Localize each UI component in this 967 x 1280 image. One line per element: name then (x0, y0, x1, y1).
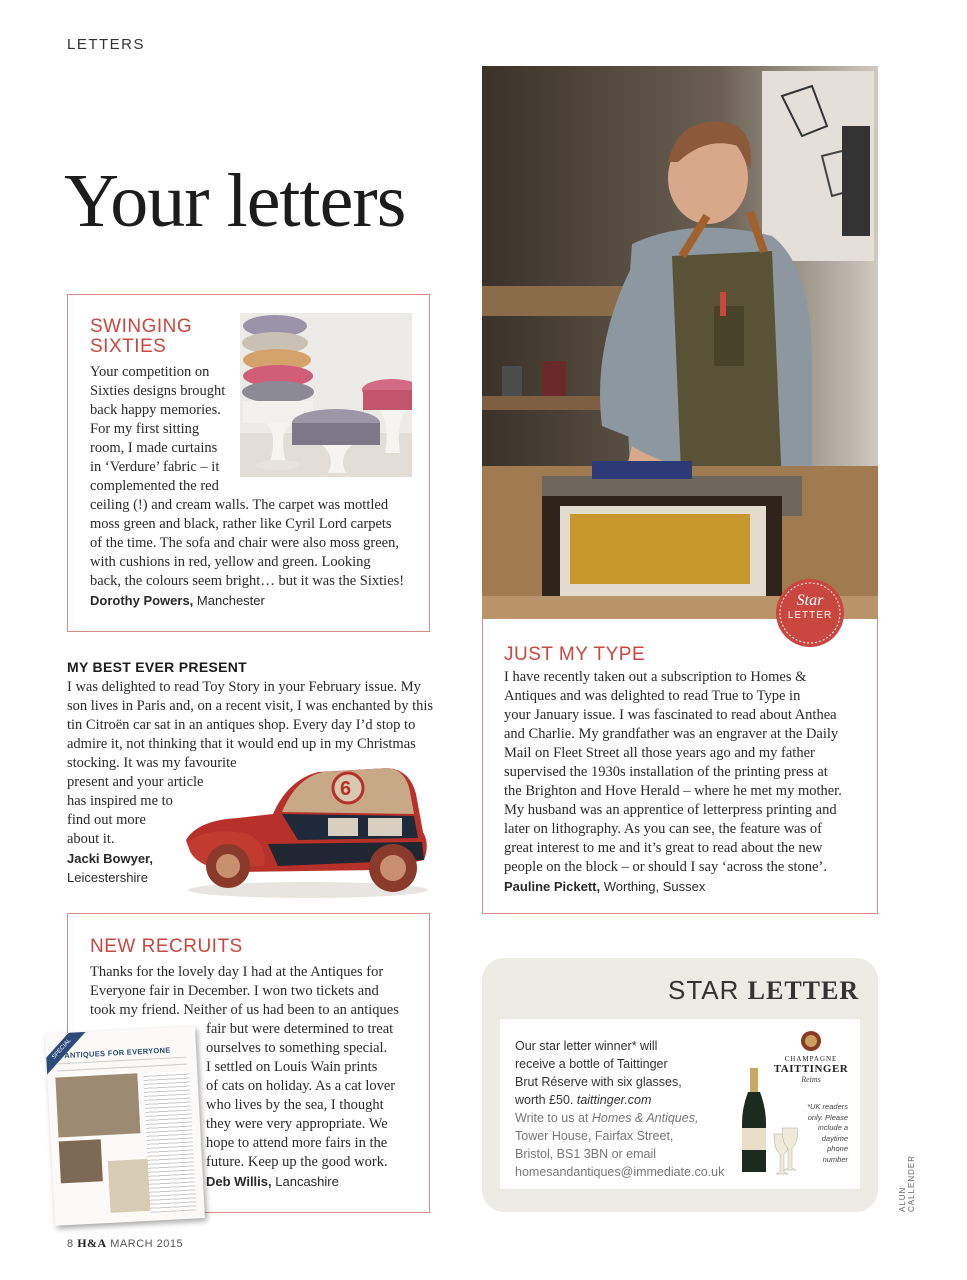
prize-text: Our star letter winner* will receive a bottle of Taittinger Brut Réserve with six glasses, worth £50. taittinger.com Write to us at Homes & Antiques, Tower House, Fairfax Street, Bristol, BS1 3BN or email homesandantiques@immediate.co.uk (515, 1037, 745, 1181)
star-letter-title: STAR LETTER (668, 975, 860, 1005)
website-link[interactable]: taittinger.com (576, 1093, 652, 1107)
email-link[interactable]: homesandantiques@immediate.co.uk (515, 1165, 725, 1179)
magazine-title: ANTIQUES FOR EVERYONE (63, 1045, 171, 1061)
letter-signature: Pauline Pickett, Worthing, Sussex (504, 879, 706, 894)
champagne-bottle-icon (736, 1068, 798, 1178)
letter-signature: Deb Willis, Lancashire (206, 1174, 339, 1189)
letter-heading: MY BEST EVER PRESENT (67, 659, 248, 675)
page-footer (67, 1236, 183, 1251)
letter-heading: NEW RECRUITS (90, 936, 243, 957)
champagne-bottle-photo (736, 1068, 798, 1178)
badge-label-letter: LETTER (787, 610, 833, 621)
letter-body: I was delighted to read Toy Story in your February issue. My son lives in Paris and, on a recent visit, I was enchanted by this tin Citroën car sat in an antiques shop. Every day I’d stop to admire it, not thinking that it would end up in my Christmas stocking. It was my favourite present and your article has inspired me to find out more about it. Jacki Bowyer, Leicestershire (67, 678, 437, 887)
printer-photo (482, 66, 878, 619)
letter-signature: Dorothy Powers, Manchester (90, 593, 265, 608)
letter-signature: Jacki Bowyer, Leicestershire (67, 851, 153, 885)
letter-heading: SWINGING SIXTIES (90, 316, 193, 357)
page-title: Your letters (64, 159, 406, 243)
footer-brand: H&A (77, 1236, 107, 1250)
magazine-photo (108, 1159, 151, 1213)
magazine-photo (55, 1073, 140, 1137)
letter-body: Your competition on Sixties designs brought back happy memories. For my first sitting room, I made curtains in ‘Verdure’ fabric – it complemented the red ceiling (!) and cream walls. The carpet was mottled moss green and black, rather like Cyril Lord carpets of the time. The sofa and chair were also moss green, with cushions in red, yellow and green. Looking back, the colours seem bright… but it was the Sixties! Dorothy Powers, Manchester (90, 363, 420, 610)
magazine-column (143, 1071, 196, 1213)
toy-car-photo (178, 762, 440, 902)
magazine-clipping (45, 1026, 205, 1226)
magazine-photo (59, 1139, 103, 1183)
crest-icon (800, 1030, 822, 1052)
badge-label-star: Star (796, 592, 824, 609)
toy-car-illustration (178, 762, 440, 902)
printer-illustration (482, 66, 878, 619)
magazine-badge: SPECIAL (45, 1026, 86, 1075)
star-letter-badge (775, 578, 845, 648)
svg-text:6: 6 (340, 778, 352, 800)
photo-credit: ALUN CALLENDER (898, 1154, 916, 1212)
page-number: 8 (67, 1238, 74, 1250)
section-label: LETTERS (67, 36, 146, 53)
letter-heading: JUST MY TYPE (504, 644, 646, 665)
footer-issue: MARCH 2015 (110, 1238, 184, 1250)
letter-body: I have recently taken out a subscription to Homes & Antiques and was delighted to read True to Type in your January issue. I was fascinated to read about Anthea and Charlie. My grandfather was an engraver at the Daily Mail on Fleet Street all those years ago and my father supervised the 1930s installation of the printing press at the Brighton and Hove Herald – where he met my mother. My husband was an apprentice of letterpress printing and later on lithography. As you can see, the feature was of great interest to me and it’s great to read about the new people on the block – or should I say ‘across the stone’. Pauline Pickett, Worthing, Sussex (504, 668, 872, 896)
letter-body: Thanks for the lovely day I had at the Antiques for Everyone fair in December. I won two tickets and took my friend. Neither of us had been to an antiques (90, 964, 399, 1018)
prize-footnote: *UK readers only. Please include a daytime phone number (807, 1102, 848, 1164)
taittinger-logo: CHAMPAGNE TAITTINGER Reims (766, 1030, 856, 1092)
letter-body-narrow: fair but were determined to treat ourselves to something special. I settled on Louis Wain prints of cats on holiday. As a cat lover who lives by the sea, I thought they were very appropriate. We hope to attend more fairs in the future. Keep up the good work. Deb Willis, Lancashire (206, 1020, 426, 1191)
